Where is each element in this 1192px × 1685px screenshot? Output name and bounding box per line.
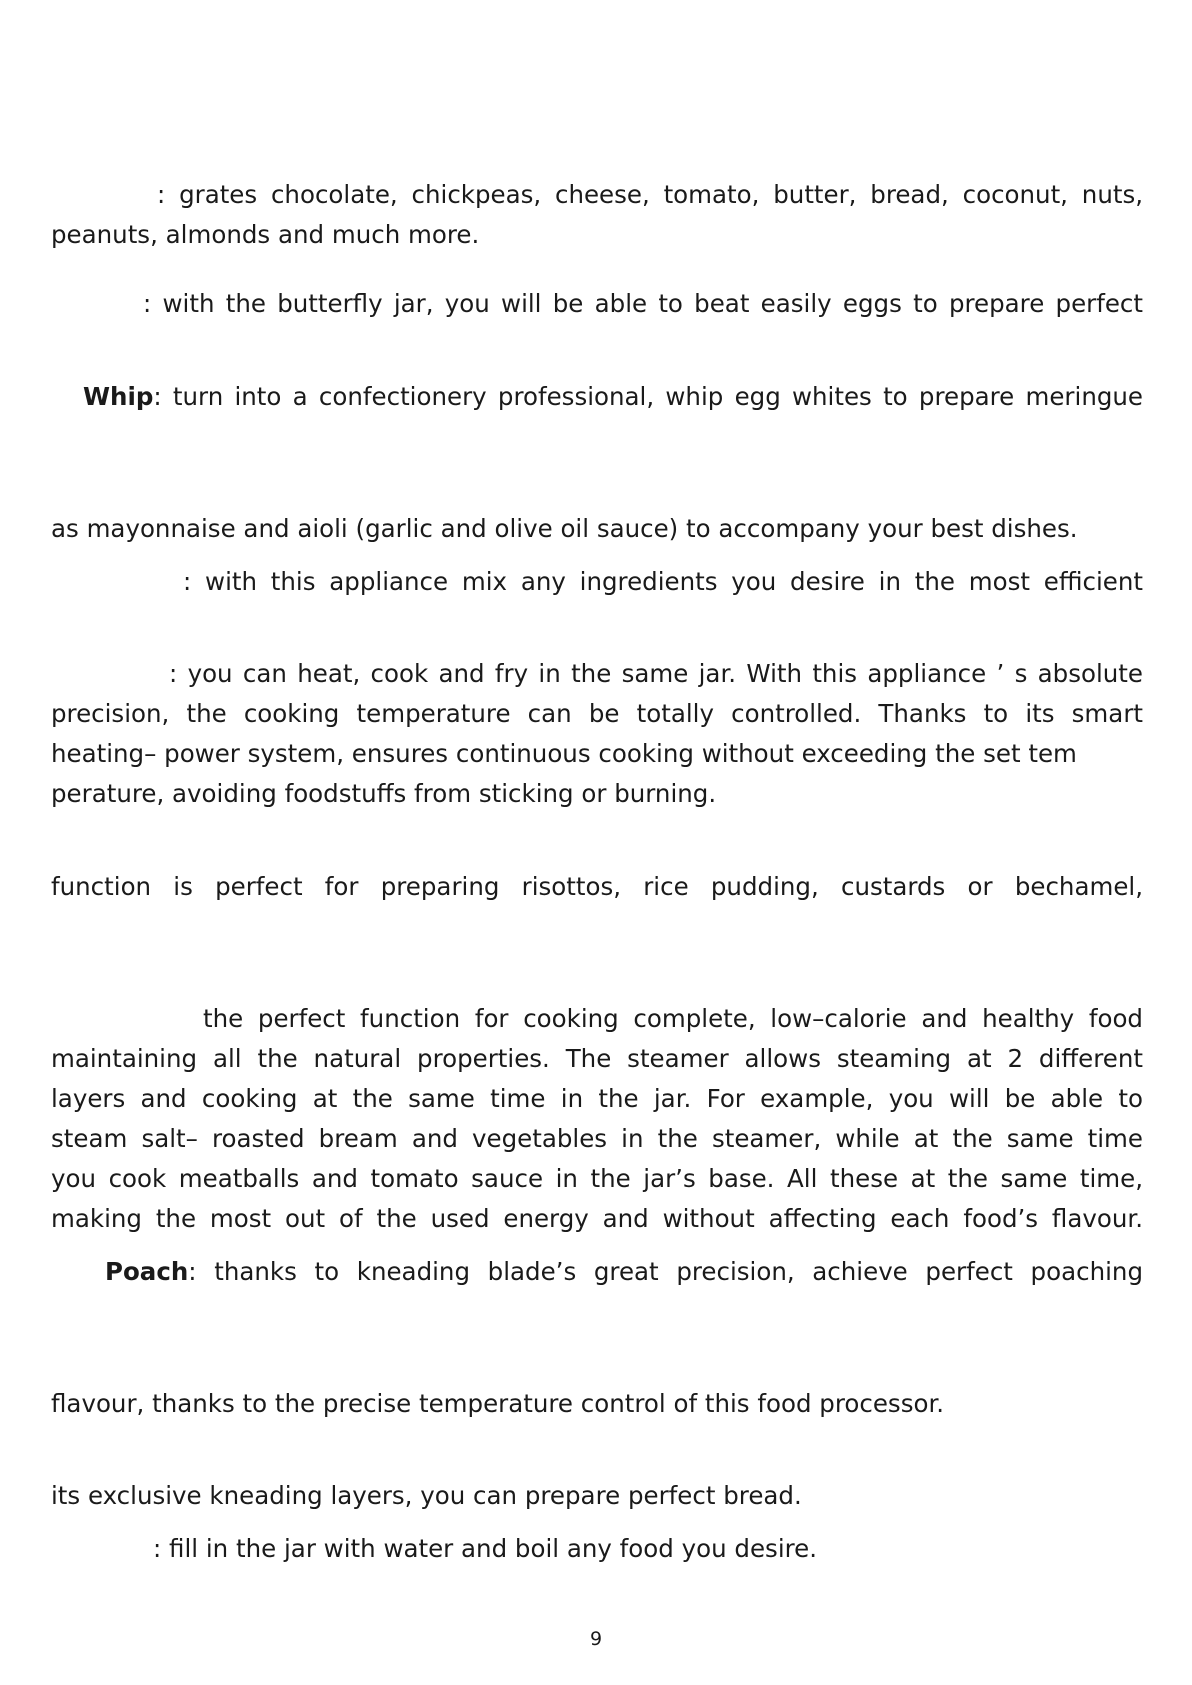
line-text: function is perfect for preparing risottos, rice pudding, custards or bechamel, <box>51 872 1143 901</box>
line-text: : turn into a confectionery professional, whip egg whites to prepare meringue <box>153 382 1143 411</box>
paragraph-line <box>51 219 1143 251</box>
paragraph-line <box>51 698 1143 730</box>
paragraph-line <box>153 1533 1192 1565</box>
line-text: you cook meatballs and tomato sauce in the jar’s base. All these at the same time, <box>51 1164 1143 1193</box>
paragraph-line <box>51 1203 1143 1235</box>
line-text: precision, the cooking temperature can be totally controlled. Thanks to its smart <box>51 699 1143 728</box>
paragraph-line <box>51 1083 1143 1115</box>
paragraph-line <box>169 658 1143 690</box>
line-text: : with this appliance mix any ingredients you desire in the most efficient <box>183 567 1143 596</box>
line-text: : you can heat, cook and fry in the same jar. With this appliance ’ s absolute <box>169 659 1143 688</box>
line-text: : with the butterfly jar, you will be able to beat easily eggs to prepare perfect <box>143 289 1143 318</box>
line-text: : thanks to kneading blade’s great precision, achieve perfect poaching <box>188 1257 1143 1286</box>
paragraph-line <box>51 1480 1143 1512</box>
line-text: : fill in the jar with water and boil any food you desire. <box>153 1534 818 1563</box>
paragraph-line <box>157 179 1143 211</box>
function-heading: Whip <box>83 382 154 411</box>
line-text: flavour, thanks to the precise temperature control of this food processor. <box>51 1389 945 1418</box>
paragraph-line <box>51 1163 1143 1195</box>
line-text: layers and cooking at the same time in the jar. For example, you will be able to <box>51 1084 1143 1113</box>
paragraph-line <box>51 1123 1143 1155</box>
line-text: heating– power system, ensures continuous cooking without exceeding the set tem <box>51 739 1077 768</box>
function-heading: Poach <box>105 1257 189 1286</box>
line-text: peanuts, almonds and much more. <box>51 220 480 249</box>
paragraph-line <box>203 1003 1143 1035</box>
line-text: the perfect function for cooking complete, low–calorie and healthy food <box>203 1004 1143 1033</box>
page-number: 9 <box>589 1628 603 1650</box>
paragraph-line <box>51 1388 1143 1420</box>
paragraph-line <box>51 738 1143 770</box>
line-text: as mayonnaise and aioli (garlic and olive oil sauce) to accompany your best dishes. <box>51 514 1078 543</box>
line-text: : grates chocolate, chickpeas, cheese, tomato, butter, bread, coconut, nuts, <box>157 180 1143 209</box>
paragraph-line <box>105 1256 1143 1288</box>
paragraph-line <box>51 778 1143 810</box>
line-text: maintaining all the natural properties. The steamer allows steaming at 2 different <box>51 1044 1143 1073</box>
paragraph-line <box>83 381 1143 413</box>
paragraph-line <box>51 1043 1143 1075</box>
line-text: making the most out of the used energy and without affecting each food’s flavour. <box>51 1204 1143 1233</box>
line-text: its exclusive kneading layers, you can prepare perfect bread. <box>51 1481 802 1510</box>
paragraph-line <box>51 871 1143 903</box>
paragraph-line <box>143 288 1143 320</box>
line-text: steam salt– roasted bream and vegetables in the steamer, while at the same time <box>51 1124 1143 1153</box>
paragraph-line <box>51 513 1143 545</box>
line-text: perature, avoiding foodstuffs from sticking or burning. <box>51 779 717 808</box>
paragraph-line <box>183 566 1143 598</box>
